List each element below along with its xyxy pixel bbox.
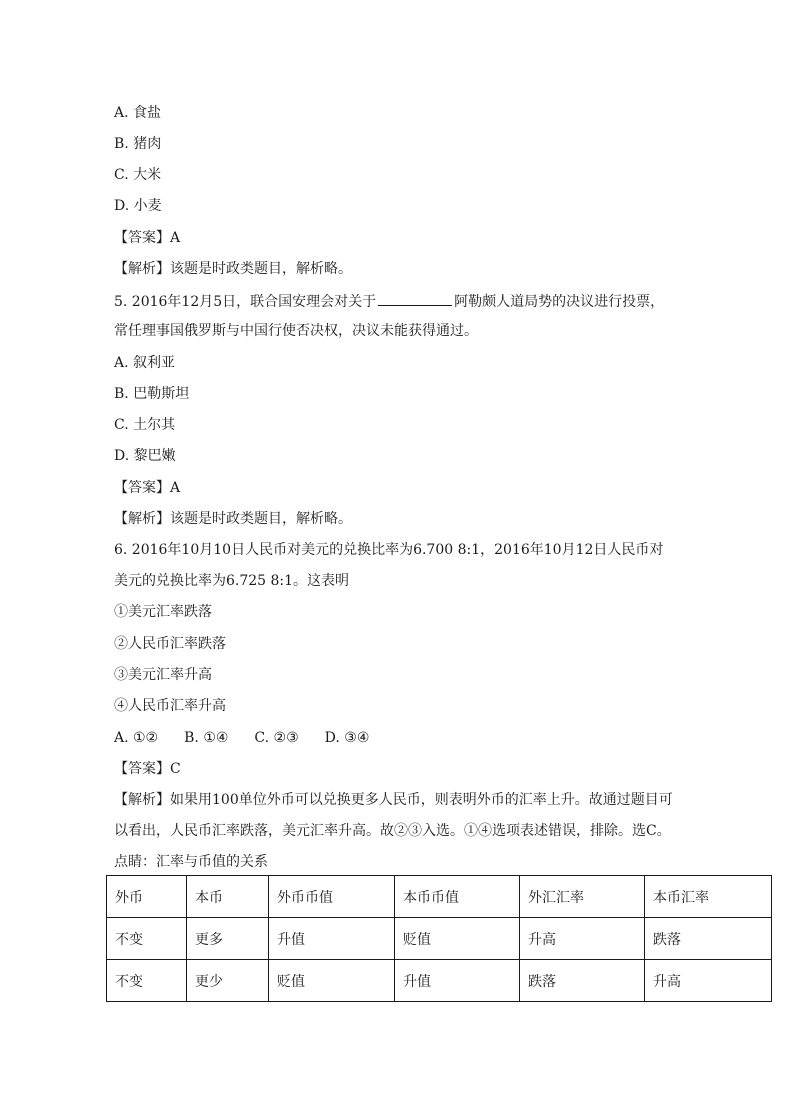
q5-analysis: 【解析】该题是时政类题目，解析略。 <box>114 511 352 527</box>
table-cell: 更少 <box>187 960 269 1002</box>
q5-stem-line-2: 常任理事国俄罗斯与中国行使否决权，决议未能获得通过。 <box>114 323 478 339</box>
q5-option-a: A. 叙利亚 <box>114 355 176 371</box>
q4-analysis: 【解析】该题是时政类题目，解析略。 <box>114 261 352 277</box>
table-cell: 跌落 <box>520 960 645 1002</box>
q5-option-d: D. 黎巴嫩 <box>114 448 176 464</box>
q6-choices <box>114 729 395 747</box>
q4-option-b: B. 猪肉 <box>114 136 162 152</box>
table-header-cell: 本币币值 <box>395 876 520 918</box>
q6-choice-b: B. ①④ <box>184 730 229 746</box>
table-header-cell: 外汇汇率 <box>520 876 645 918</box>
table-header-cell: 外币币值 <box>269 876 395 918</box>
table-row <box>107 960 772 1002</box>
q6-choice-c: C. ②③ <box>254 730 299 746</box>
table-cell: 不变 <box>107 960 187 1002</box>
table-cell: 升值 <box>269 918 395 960</box>
q6-stem-line-1: 6. 2016年10月10日人民币对美元的兑换比率为6.700 8:1，2016年10月12日人民币对 <box>114 542 664 558</box>
q5-option-b: B. 巴勒斯坦 <box>114 386 190 402</box>
q6-analysis-line-2: 以看出，人民币汇率跌落，美元汇率升高。故②③入选。①④选项表述错误，排除。选C。 <box>114 823 671 839</box>
q5-option-c: C. 土尔其 <box>114 417 176 433</box>
q6-choice-d: D. ③④ <box>324 730 370 746</box>
q5-stem-part-b: 阿勒颇人道局势的决议进行投票， <box>454 294 665 310</box>
q6-item-1: ①美元汇率跌落 <box>114 604 212 620</box>
q6-analysis-line-1: 【解析】如果用100单位外币可以兑换更多人民币，则表明外币的汇率上升。故通过题目可 <box>114 792 673 808</box>
table-cell: 升值 <box>395 960 520 1002</box>
q6-answer: 【答案】C <box>114 761 181 777</box>
table-cell: 贬值 <box>269 960 395 1002</box>
table-header-row <box>107 876 772 918</box>
table-header-cell: 本币汇率 <box>645 876 772 918</box>
table-row <box>107 918 772 960</box>
fill-in-blank <box>378 291 452 306</box>
exchange-rate-table <box>106 875 772 1002</box>
q6-tip: 点睛：汇率与币值的关系 <box>114 854 268 870</box>
table-cell: 跌落 <box>645 918 772 960</box>
q5-stem-line-1 <box>114 291 664 311</box>
q4-option-c: C. 大米 <box>114 167 162 183</box>
q4-option-a: A. 食盐 <box>114 105 162 121</box>
table-cell: 不变 <box>107 918 187 960</box>
table-cell: 升高 <box>520 918 645 960</box>
q6-choice-a: A. ①② <box>114 730 159 746</box>
table-header-cell: 外币 <box>107 876 187 918</box>
table-cell: 更多 <box>187 918 269 960</box>
q5-answer: 【答案】A <box>114 480 181 496</box>
table-cell: 贬值 <box>395 918 520 960</box>
q6-stem-line-2: 美元的兑换比率为6.725 8:1。这表明 <box>114 573 350 589</box>
q5-stem-part-a: 5. 2016年12月5日，联合国安理会对关于 <box>114 294 377 310</box>
table-cell: 升高 <box>645 960 772 1002</box>
q6-item-3: ③美元汇率升高 <box>114 667 212 683</box>
q4-option-d: D. 小麦 <box>114 198 162 214</box>
q6-item-4: ④人民币汇率升高 <box>114 698 226 714</box>
q4-answer: 【答案】A <box>114 230 181 246</box>
q6-item-2: ②人民币汇率跌落 <box>114 636 226 652</box>
table-header-cell: 本币 <box>187 876 269 918</box>
